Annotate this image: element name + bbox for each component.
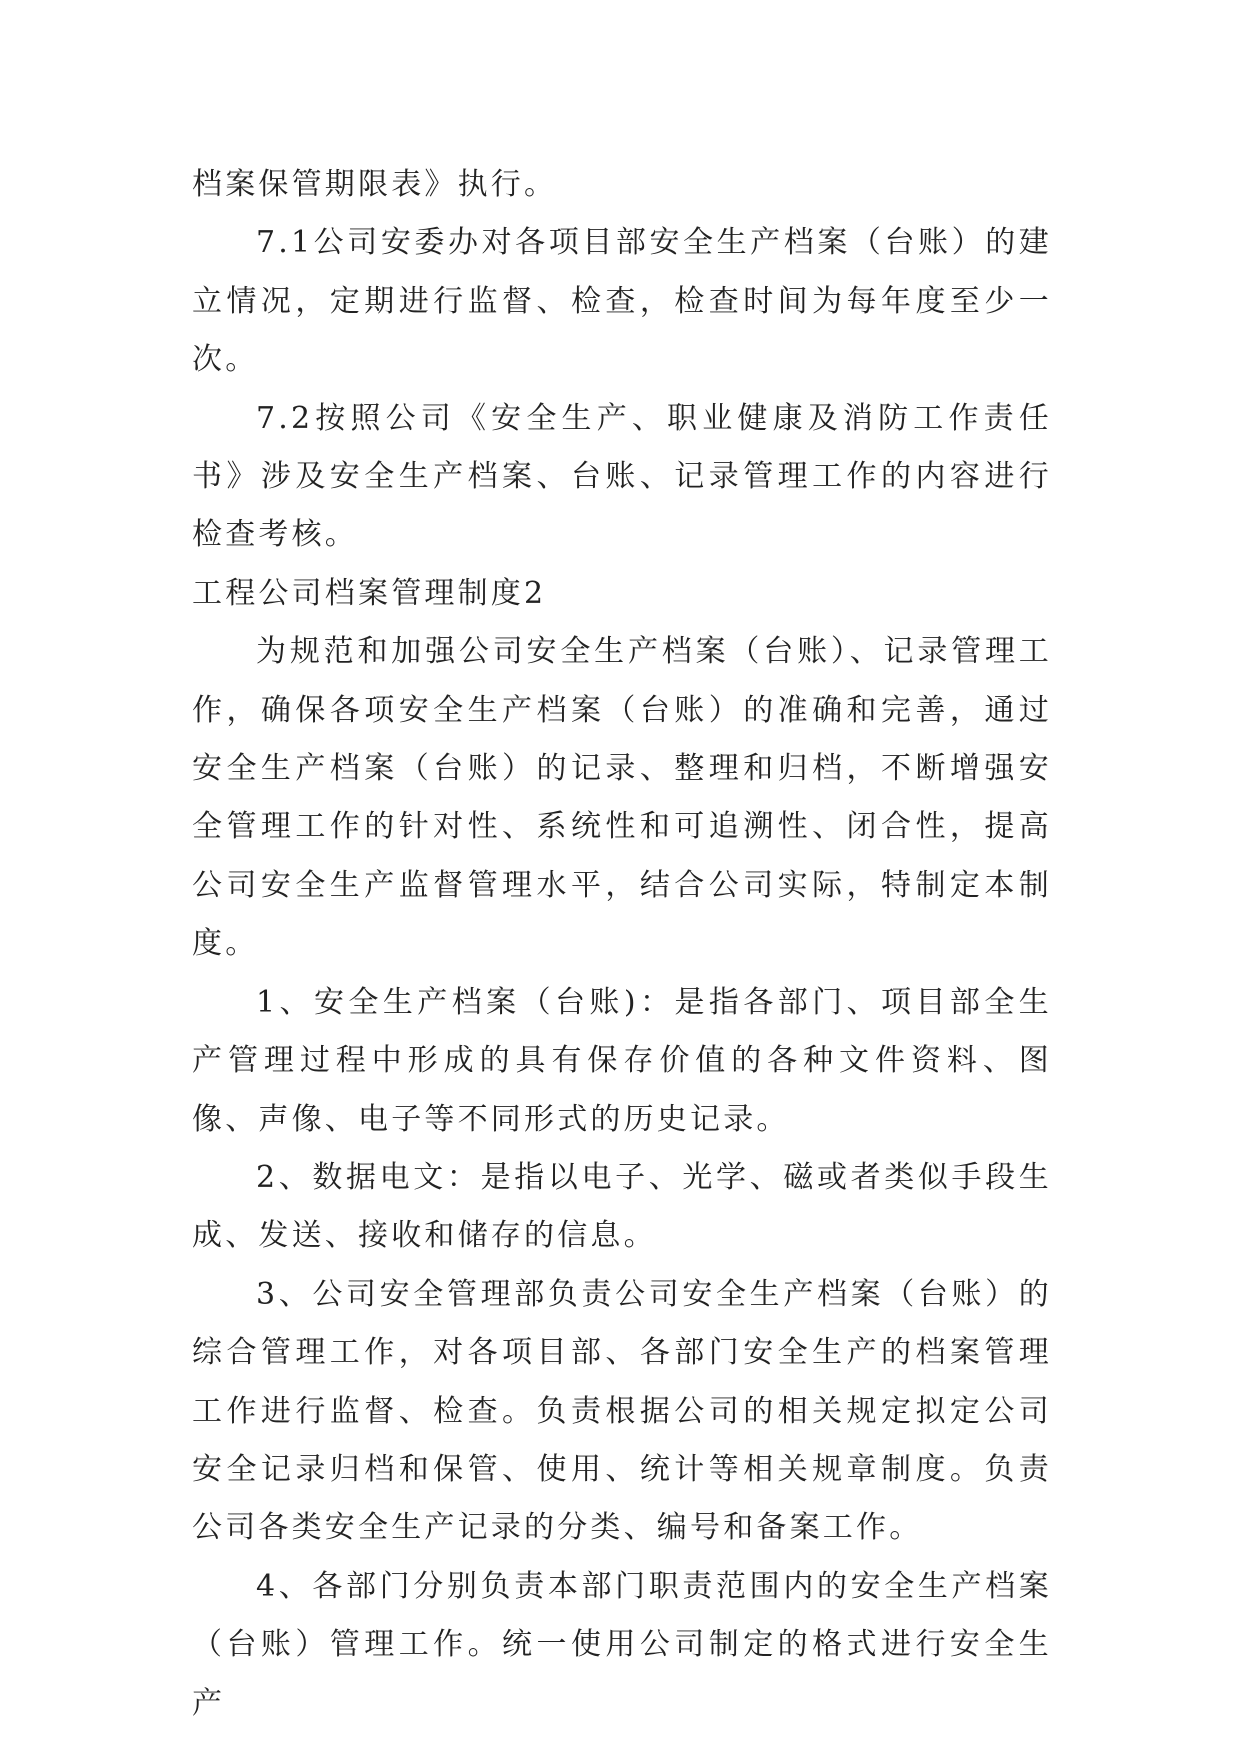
paragraph-intro: 为规范和加强公司安全生产档案（台账）、记录管理工作，确保各项安全生产档案（台账）的准确和完善，通过安全生产档案（台账）的记录、整理和归档，不断增强安全管理工作的针对性、系统性和可追溯性、闭合性，提高公司安全生产监督管理水平，结合公司实际，特制定本制度。 [192, 634, 1052, 962]
paragraph-7-1: 7.1公司安委办对各项目部安全生产档案（台账）的建立情况，定期进行监督、检查，检查时间为每年度至少一次。 [192, 225, 1052, 378]
paragraph-item-2: 2、数据电文：是指以电子、光学、磁或者类似手段生成、发送、接收和储存的信息。 [192, 1159, 1052, 1254]
paragraph-continuation: 档案保管期限表》执行。 [192, 167, 558, 202]
paragraph-item-3: 3、公司安全管理部负责公司安全生产档案（台账）的综合管理工作，对各项目部、各部门安全生产的档案管理工作进行监督、检查。负责根据公司的相关规定拟定公司安全记录归档和保管、使用、统计等相关规章制度。负责公司各类安全生产记录的分类、编号和备案工作。 [192, 1276, 1052, 1546]
document-body [192, 156, 1052, 1733]
paragraph-item-1: 1、安全生产档案（台账)：是指各部门、项目部全生产管理过程中形成的具有保存价值的各种文件资料、图像、声像、电子等不同形式的历史记录。 [192, 984, 1052, 1137]
paragraph-item-4: 4、各部门分别负责本部门职责范围内的安全生产档案（台账）管理工作。统一使用公司制定的格式进行安全生产 [192, 1568, 1052, 1721]
section-heading: 工程公司档案管理制度2 [192, 575, 547, 611]
paragraph-7-2: 7.2按照公司《安全生产、职业健康及消防工作责任书》涉及安全生产档案、台账、记录管理工作的内容进行检查考核。 [192, 400, 1052, 553]
